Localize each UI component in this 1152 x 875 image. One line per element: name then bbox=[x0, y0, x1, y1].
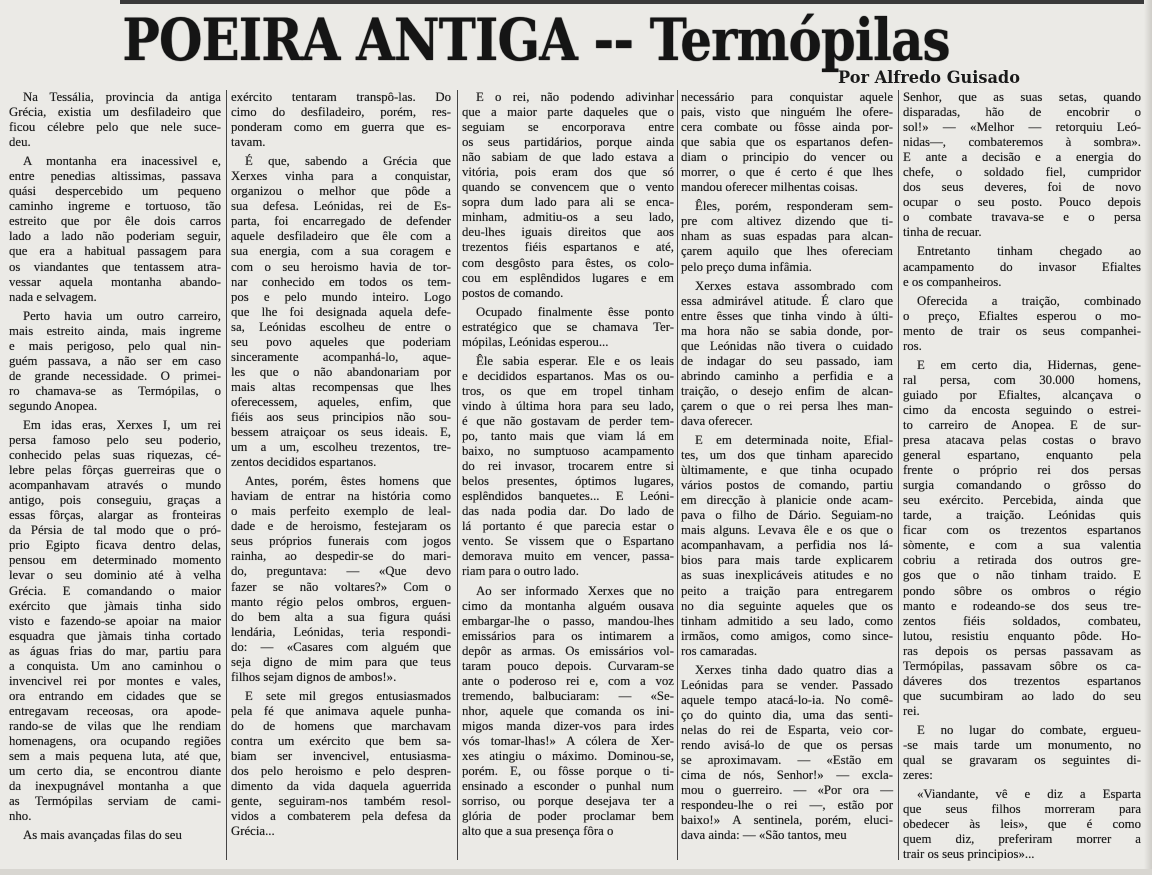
paragraph bbox=[9, 309, 221, 414]
text-line: lá portanto é que parecia estar o bbox=[462, 519, 674, 534]
text-line: dade e de heroismo, festejaram os bbox=[231, 519, 451, 534]
article-column-2 bbox=[231, 90, 451, 843]
text-line: essas fôrças, alargar as fronteiras bbox=[9, 508, 221, 523]
text-line: do rei invasor, trocarem entre si bbox=[462, 459, 674, 474]
text-line: estreito que por êle dois carros bbox=[9, 214, 221, 229]
text-line: Grécia. E comandando o maior bbox=[9, 583, 221, 598]
paragraph bbox=[681, 199, 893, 274]
text-line: dos seus deveres, foi de novo bbox=[903, 180, 1141, 195]
text-line: haviam de entrar na história como bbox=[231, 489, 451, 504]
text-line: tarde, a traição. Leónidas quis bbox=[903, 508, 1141, 523]
text-line: depôr as armas. Os emissários vol- bbox=[462, 643, 674, 658]
text-line: nada e selvagem. bbox=[9, 289, 97, 304]
paragraph bbox=[231, 90, 451, 150]
text-line: çarem aquilo que lhes ofereciam bbox=[681, 244, 893, 259]
text-line: disparadas, hão de encobrir o bbox=[903, 105, 1141, 120]
text-line: emissários para os intimarem a bbox=[462, 628, 674, 643]
text-line: que era a habitual passagem para bbox=[9, 244, 221, 259]
text-line: seus próprios funerais com jogos bbox=[231, 534, 451, 549]
text-line: biam ser invencivel, entusiasma- bbox=[231, 749, 451, 764]
text-line: entre penedias altissimas, passava bbox=[9, 169, 221, 184]
text-line: sorriso, ou porque desejava ter a bbox=[462, 794, 674, 809]
text-line: Em idas eras, Xerxes I, um rei bbox=[23, 417, 221, 432]
text-line: o preço, Efialtes esperou o mo- bbox=[903, 308, 1141, 323]
text-line: mou o guerreiro. — «Por ora — bbox=[681, 783, 893, 798]
text-line: que sucumbiram ao lado do seu bbox=[903, 688, 1141, 703]
page-edge-shadow bbox=[1144, 0, 1152, 875]
text-line: das nada podia dar. Do lado de bbox=[462, 504, 674, 519]
text-line: acompanhavam através o mundo bbox=[9, 478, 221, 493]
text-line: sinceramente acompanhá-lo, aque- bbox=[231, 349, 451, 364]
text-line: mais alguns. Levava êle e os que o bbox=[681, 523, 893, 538]
text-line: da inexpugnável montanha a que bbox=[9, 779, 221, 794]
text-line: fazer se não voltares?» Com o bbox=[231, 579, 451, 594]
text-line: quem diz, preferiram morrer a bbox=[903, 832, 1141, 847]
text-line: nidas—, combateremos à sombra». bbox=[903, 135, 1141, 150]
paragraph bbox=[231, 689, 451, 839]
column-rule bbox=[226, 90, 227, 860]
text-line: exército que jàmais tinha sido bbox=[9, 598, 221, 613]
text-line: dimento da vida daquela aguerrida bbox=[231, 779, 451, 794]
text-line: Ocupado finalmente êsse ponto bbox=[476, 304, 674, 319]
text-line: dava oferecer. bbox=[681, 413, 753, 428]
text-line: A montanha era inacessivel e, bbox=[23, 154, 221, 169]
headline-text: POEIRA ANTIGA -- Termópilas bbox=[122, 6, 950, 74]
text-line: Entretanto tinham chegado ao bbox=[917, 244, 1141, 259]
text-line: rando-se de vilas que lhe rendiam bbox=[9, 718, 221, 733]
paragraph bbox=[462, 305, 674, 350]
text-line: Êle sabia esperar. Ele e os leais bbox=[476, 353, 674, 368]
text-line: -se mais tarde um monumento, no bbox=[903, 737, 1141, 752]
text-line: os seus partidários, porque ainda bbox=[462, 135, 674, 150]
text-line: acompanhavam, a perfidia nos lá- bbox=[681, 538, 893, 553]
text-line: vários postos de comando, partiu bbox=[681, 478, 893, 493]
text-line: e os companheiros. bbox=[903, 274, 1002, 289]
text-line: vessar aquela montanha abando- bbox=[9, 274, 221, 289]
text-line: lendária, Leónidas, teria respondi- bbox=[231, 624, 451, 639]
text-line: o combate travava-se e o persa bbox=[903, 210, 1141, 225]
text-line: Leónidas para se vender. Passado bbox=[681, 677, 893, 692]
text-line: dava ainda: — «São tantos, meu bbox=[681, 828, 847, 843]
text-line: pre com altivez dizendo que ti- bbox=[681, 214, 893, 229]
text-line: as águas frias do mar, partiu para bbox=[9, 643, 221, 658]
text-line: dáveres dos trezentos espartanos bbox=[903, 673, 1141, 688]
text-line: alto que a sua presença fôra o bbox=[462, 824, 614, 839]
text-line: exército tentaram transpô-las. Do bbox=[231, 90, 451, 104]
text-line: rainha, ao despedir-se do mari- bbox=[231, 549, 451, 564]
text-line: Oferecida a traição, combinado bbox=[917, 293, 1141, 308]
text-line: cou em esplêndidos lugares e em bbox=[462, 270, 674, 285]
text-line: estratégico que se chamava Ter- bbox=[462, 319, 674, 334]
text-line: entregavam receosas, ora apode- bbox=[9, 703, 221, 718]
text-line: do: — «Casares com alguém que bbox=[231, 639, 451, 654]
text-line: cimo da montanha alguém ousava bbox=[462, 598, 674, 613]
text-line: quando se convencem que o vento bbox=[462, 180, 674, 195]
text-line: traição, o desejo enfim de alcan- bbox=[681, 383, 893, 398]
paragraph bbox=[681, 279, 893, 429]
text-line: cima de nós, Senhor!» — excla- bbox=[681, 768, 893, 783]
text-line: tinham admitido a seu lado, como bbox=[681, 613, 893, 628]
text-line: a conquista. Um ano caminhou o bbox=[9, 658, 221, 673]
paragraph bbox=[462, 584, 674, 840]
text-line: Na Tessália, provincia da antiga bbox=[23, 90, 221, 104]
text-line: sa, Leónidas escolheu de entre o bbox=[231, 319, 451, 334]
text-line: essa admirável atitude. É claro que bbox=[681, 293, 893, 308]
text-line: trezentos fiéis espartanos e até, bbox=[462, 240, 674, 255]
text-line: manto e rodeando-se dos seus tre- bbox=[903, 598, 1141, 613]
text-line: tes, um dos que tinham aparecido bbox=[681, 448, 893, 463]
text-line: nhor, aquele que comanda os ini- bbox=[462, 703, 674, 718]
text-line: taram pouco depois. Curvaram-se bbox=[462, 658, 674, 673]
text-line: levar o seu dominio até à velha bbox=[9, 568, 221, 583]
text-line: não sabiam de que lado estava a bbox=[462, 150, 674, 165]
text-line: que Leónidas não tivera o cuidado bbox=[681, 338, 893, 353]
text-line: nham as suas espadas para alcan- bbox=[681, 229, 893, 244]
text-line: obedecer às leis», que é como bbox=[903, 817, 1141, 832]
text-line: dos pelo heroismo e pelo despren- bbox=[231, 764, 451, 779]
paragraph bbox=[462, 354, 674, 580]
paragraph bbox=[9, 418, 221, 824]
text-line: chefe, o soldado fiel, cumpridor bbox=[903, 165, 1141, 180]
article-column-3 bbox=[462, 90, 674, 843]
text-line: com o seu heroismo havia de tor- bbox=[231, 259, 451, 274]
text-line: do bem alta a sua figura quási bbox=[231, 609, 451, 624]
column-rule bbox=[457, 90, 458, 860]
top-rule bbox=[120, 0, 1152, 4]
text-line: seu povo aqueles que poderiam bbox=[231, 334, 451, 349]
paragraph bbox=[9, 828, 221, 843]
text-line: que seus filhos morreram para bbox=[903, 802, 1141, 817]
text-line: bios para mais tarde explicarem bbox=[681, 553, 893, 568]
text-line: entre êsses que tinha vindo à últi- bbox=[681, 308, 893, 323]
text-line: mópilas, Leónidas esperou... bbox=[462, 334, 609, 349]
column-rule bbox=[677, 90, 678, 860]
text-line: de indagar do seu passado, iam bbox=[681, 353, 893, 368]
text-line: ùltimamente, e que tinha ocupado bbox=[681, 463, 893, 478]
text-line: minham, admitiu-os a seu lado, bbox=[462, 210, 674, 225]
text-line: Perto havia um outro carreiro, bbox=[23, 308, 221, 323]
text-line: pos e pelo mundo inteiro. Logo bbox=[231, 289, 451, 304]
text-line: Termópilas, passavam sôbre os ca- bbox=[903, 658, 1141, 673]
text-line: postos de comando. bbox=[462, 285, 564, 300]
text-line: no dia seguinte aqueles que os bbox=[681, 598, 893, 613]
text-line: bessem atraiçoar os seus ideais. E, bbox=[231, 425, 451, 440]
text-line: segundo Anopea. bbox=[9, 398, 98, 413]
paragraph bbox=[681, 433, 893, 659]
text-line: migos manda dizer-vos para irdes bbox=[462, 718, 674, 733]
text-line: Grécia... bbox=[231, 824, 275, 839]
text-line: pelo preço duma infâmia. bbox=[681, 259, 812, 274]
text-line: nho. bbox=[9, 809, 32, 824]
text-line: o mais perfeito exemplo de leal- bbox=[231, 504, 451, 519]
text-line: Senhor, que as suas setas, quando bbox=[903, 90, 1141, 104]
text-line: fiéis aos seus principios não sou- bbox=[231, 409, 451, 424]
text-line: esquadra que jàmais tinha cortado bbox=[9, 628, 221, 643]
text-line: ço do quinto dia, uma das senti- bbox=[681, 707, 893, 722]
text-line: «Viandante, vê e diz a Esparta bbox=[917, 787, 1141, 802]
text-line: E no lugar do combate, ergueu- bbox=[917, 722, 1141, 737]
text-line: pava o filho de Dário. Seguiam-no bbox=[681, 508, 893, 523]
text-line: po, tanto mais que viam lá em bbox=[462, 429, 674, 444]
text-line: demorava muito em vencer, passa- bbox=[462, 549, 674, 564]
text-line: pondo sôbre os ombros o régio bbox=[903, 583, 1141, 598]
text-line: vindo à última hora para seu lado, bbox=[462, 398, 674, 413]
text-line: zentos decididos espartanos. bbox=[231, 455, 377, 470]
text-line: organizou o melhor que pôde a bbox=[231, 184, 451, 199]
text-line: vós tomar-lhas!» A cólera de Xer- bbox=[462, 733, 674, 748]
text-line: os viandantes que tentassem atra- bbox=[9, 259, 221, 274]
text-line: homenagens, ora ocupando regiões bbox=[9, 733, 221, 748]
text-line: deu-lhes iguais direitos que aos bbox=[462, 225, 674, 240]
text-line: mais altas recompensas que lhes bbox=[231, 379, 451, 394]
text-line: tavam. bbox=[231, 135, 266, 150]
text-line: da Pérsia de tal modo que o pró- bbox=[9, 523, 221, 538]
text-line: sopra dum lado para ali se enca- bbox=[462, 195, 674, 210]
text-line: e decididos espartanos. Mas os ou- bbox=[462, 368, 674, 383]
text-line: irmãos, como amigos, como since- bbox=[681, 628, 893, 643]
text-line: cimo do desfiladeiro, porém, res- bbox=[231, 105, 451, 120]
text-line: tros, os que em tropel tinham bbox=[462, 383, 674, 398]
text-line: ante o poderoso rei e, com a voz bbox=[462, 673, 674, 688]
text-line: antigo, pois conseguiu, graças a bbox=[9, 493, 221, 508]
text-line: baixo, no sumptuoso acampamento bbox=[462, 444, 674, 459]
text-line: e mais perigoso, pelo qual nin- bbox=[9, 338, 221, 353]
text-line: sua energia, com a sua coragem e bbox=[231, 244, 451, 259]
text-line: ro chamava-se as Termópilas, o bbox=[9, 383, 221, 398]
text-line: çarem o que o rei persa lhes man- bbox=[681, 398, 893, 413]
text-line: pela fé que animava aquele punha- bbox=[231, 703, 451, 718]
text-line: Xerxes estava assombrado com bbox=[695, 278, 893, 293]
article-column-5 bbox=[903, 90, 1141, 866]
text-line: mandou oferecer milhentas coisas. bbox=[681, 180, 858, 195]
text-line: filhos sejam dignos de ambos!». bbox=[231, 669, 397, 684]
paragraph bbox=[903, 90, 1141, 240]
article-column-4 bbox=[681, 90, 893, 847]
text-line: É que, sabendo a Grécia que bbox=[245, 154, 451, 169]
text-line: ficar com os trezentos espartanos bbox=[903, 523, 1141, 538]
byline: Por Alfredo Guisado bbox=[838, 68, 1020, 88]
text-line: tinha de recuar. bbox=[903, 225, 982, 240]
text-line: frente o próprio rei dos persas bbox=[903, 463, 1141, 478]
text-line: E o rei, não podendo adivinhar bbox=[476, 90, 674, 104]
text-line: mais estreito ainda, mais ingreme bbox=[9, 323, 221, 338]
text-line: abrindo caminho a perfidia e a bbox=[681, 368, 893, 383]
text-line: glória de poder proclamar bem bbox=[462, 809, 674, 824]
text-line: caminho ingreme e tortuoso, tão bbox=[9, 199, 221, 214]
text-line: to carreiro de Anopea. E de sur- bbox=[903, 417, 1141, 432]
text-line: mento de trair os seus companhei- bbox=[903, 323, 1141, 338]
text-line: pais, visto que ninguém lhe ofere- bbox=[681, 105, 893, 120]
paragraph bbox=[903, 358, 1141, 719]
text-line: parta, foi encarregado de defender bbox=[231, 214, 451, 229]
text-line: Ao ser informado Xerxes que no bbox=[476, 583, 674, 598]
paragraph bbox=[903, 723, 1141, 783]
text-line: sòmente, e com a sua valentia bbox=[903, 538, 1141, 553]
column-rule bbox=[898, 90, 899, 860]
text-line: com desgôsto para êstes, os colo- bbox=[462, 255, 674, 270]
paragraph bbox=[231, 474, 451, 685]
text-line: quási despercebido um pequeno bbox=[9, 184, 221, 199]
text-line: um a um, escolheu trezentos, tre- bbox=[231, 440, 451, 455]
headline bbox=[0, 6, 1152, 76]
text-line: ponderam como em guerra que es- bbox=[231, 120, 451, 135]
text-line: que a maior parte daqueles que o bbox=[462, 105, 674, 120]
text-line: tremendo, balbuciaram: — «Se- bbox=[462, 688, 674, 703]
text-line: qual se gravaram os seguintes di- bbox=[903, 753, 1141, 768]
text-line: do de homens que marchavam bbox=[231, 718, 451, 733]
text-line: aquele tempo atacá-lo-ia. No comê- bbox=[681, 692, 893, 707]
text-line: respondeu-lhe o rei —, estão por bbox=[681, 798, 893, 813]
text-line: surgia comandando o grôsso do bbox=[903, 478, 1141, 493]
text-line: guiado por Efialtes, alcançava o bbox=[903, 387, 1141, 402]
text-line: do, preguntava: — «Que devo bbox=[231, 564, 451, 579]
text-line: general espartano, enquanto pela bbox=[903, 448, 1141, 463]
text-line: sol!» — «Melhor — retorquiu Leó- bbox=[903, 120, 1141, 135]
text-line: presa atacava pelas costas o bravo bbox=[903, 433, 1141, 448]
text-line: Xerxes tinha dado quatro dias a bbox=[695, 662, 893, 677]
text-line: ensinado a esconder o punhal num bbox=[462, 779, 674, 794]
text-line: pensou em determinado momento bbox=[9, 553, 221, 568]
paragraph bbox=[903, 294, 1141, 354]
text-line: um certo dia, se encontrou diante bbox=[9, 764, 221, 779]
text-line: invencivel rei por montes e vales, bbox=[9, 673, 221, 688]
text-line: cobriu a retirada dos outros gre- bbox=[903, 553, 1141, 568]
text-line: de grande necessidade. O primei- bbox=[9, 368, 221, 383]
text-line: sem a mais pequena luta, até que, bbox=[9, 749, 221, 764]
text-line: rei. bbox=[903, 703, 920, 718]
text-line: Êles, porém, responderam sem- bbox=[695, 199, 893, 214]
text-line: ral persa, com 30.000 homens, bbox=[903, 372, 1141, 387]
text-line: cimo da encosta seguindo o estrei- bbox=[903, 402, 1141, 417]
text-line: baixo!» A sentinela, porém, eluci- bbox=[681, 813, 893, 828]
text-line: E em determinada noite, Efial- bbox=[695, 433, 893, 448]
text-line: seja digno de mim para que teus bbox=[231, 654, 451, 669]
text-line: nelas do rei de Esparta, veio cor- bbox=[681, 722, 893, 737]
text-line: ros. bbox=[903, 338, 922, 353]
text-line: ros camaradas. bbox=[681, 643, 758, 658]
text-line: rendo avisá-lo de que os persas bbox=[681, 737, 893, 752]
text-line: ras depois os persas passavam as bbox=[903, 643, 1141, 658]
text-line: aquele desfiladeiro que êle com a bbox=[231, 229, 451, 244]
text-line: embargar-lhe o passo, mandou-lhes bbox=[462, 613, 674, 628]
text-line: as suas inexplicáveis atitudes e no bbox=[681, 568, 893, 583]
text-line: que lhe foi designada aquela defe- bbox=[231, 304, 451, 319]
text-line: sua defesa. Leónidas, rei de Es- bbox=[231, 199, 451, 214]
text-line: se aproximavam. — «Estão em bbox=[681, 753, 893, 768]
text-line: prio Egipto ficava dentro delas, bbox=[9, 538, 221, 553]
text-line: vidos a combaterem pela defesa da bbox=[231, 809, 451, 824]
page-bottom-edge bbox=[0, 869, 1152, 875]
text-line: visto e fazendo-se apoiar na maior bbox=[9, 613, 221, 628]
text-line: As mais avançadas filas do seu bbox=[23, 828, 182, 843]
text-line: é que não gostavam de perder tem- bbox=[462, 413, 674, 428]
text-line: nar conhecido em todos os tem- bbox=[231, 274, 451, 289]
article-column-1 bbox=[9, 90, 221, 847]
text-line: vitória, pois eram dos que só bbox=[462, 165, 674, 180]
text-line: diam o principio do vencer ou bbox=[681, 150, 893, 165]
text-line: lebre pelas fôrças guerreiras que o bbox=[9, 463, 221, 478]
text-line: conhecido pelas suas riquezas, cé- bbox=[9, 448, 221, 463]
text-line: em direcção à planicie onde acam- bbox=[681, 493, 893, 508]
text-line: cera combate ou fôsse ainda por- bbox=[681, 120, 893, 135]
text-line: que sabia que os espartanos defen- bbox=[681, 135, 893, 150]
text-line: zeres: bbox=[903, 768, 933, 783]
text-line: ficou célebre pelo que nele suce- bbox=[9, 120, 221, 135]
text-line: necessário para conquistar aquele bbox=[681, 90, 893, 104]
text-line: porém. E, ou fôsse porque o ti- bbox=[462, 764, 674, 779]
text-line: Xerxes vinha para a conquistar, bbox=[231, 169, 451, 184]
text-line: E sete mil gregos entusiasmados bbox=[245, 688, 451, 703]
text-line: vento. Se vissem que o Espartano bbox=[462, 534, 674, 549]
text-line: seguiam se encorporava entre bbox=[462, 120, 674, 135]
text-line: ocupar o seu posto. Pouco depois bbox=[903, 195, 1141, 210]
paragraph bbox=[903, 787, 1141, 862]
paragraph bbox=[681, 663, 893, 844]
paragraph bbox=[903, 244, 1141, 289]
text-line: acampamento do invasor Efialtes bbox=[903, 259, 1141, 274]
text-line: oferecessem, aqueles, enfim, que bbox=[231, 394, 451, 409]
text-line: as Termópilas serviam de cami- bbox=[9, 794, 221, 809]
text-line: lado a lado não poderiam seguir, bbox=[9, 229, 221, 244]
text-line: manto régio pelos ombros, erguen- bbox=[231, 594, 451, 609]
paragraph bbox=[231, 154, 451, 470]
text-line: zentos fiéis soldados, combateu, bbox=[903, 613, 1141, 628]
paragraph bbox=[9, 90, 221, 150]
text-line: peito a traição para entregarem bbox=[681, 583, 893, 598]
text-line: persa famoso pelo seu poderio, bbox=[9, 433, 221, 448]
text-line: guém passava, a não ser em caso bbox=[9, 353, 221, 368]
text-line: seu exército. Percebida, ainda que bbox=[903, 493, 1141, 508]
text-line: esplêndidos banquetes... E Leóni- bbox=[462, 489, 674, 504]
text-line: lutou, resistiu enquanto pôde. Ho- bbox=[903, 628, 1141, 643]
text-line: gente, seguiram-nos também resol- bbox=[231, 794, 451, 809]
text-line: xes atingiu o máximo. Dominou-se, bbox=[462, 749, 674, 764]
text-line: belos presentes, óptimos lugares, bbox=[462, 474, 674, 489]
text-line: riam para o outro lado. bbox=[462, 564, 579, 579]
text-line: E ante a decisão e a energia do bbox=[903, 150, 1141, 165]
text-line: contra um exército que bem sa- bbox=[231, 733, 451, 748]
text-line: ma hora não se sabia donde, por- bbox=[681, 323, 893, 338]
text-line: les que o não abandonariam por bbox=[231, 364, 451, 379]
text-line: Antes, porém, êstes homens que bbox=[245, 474, 451, 489]
paragraph bbox=[9, 154, 221, 304]
text-line: deu. bbox=[9, 135, 31, 150]
text-line: trair os seus principios»... bbox=[903, 847, 1035, 862]
text-line: Grécia, existia um desfiladeiro que bbox=[9, 105, 221, 120]
text-line: E em certo dia, Hidernas, gene- bbox=[917, 357, 1141, 372]
paragraph bbox=[462, 90, 674, 301]
paragraph bbox=[681, 90, 893, 195]
text-line: gos que o não tinham traido. E bbox=[903, 568, 1141, 583]
text-line: morrer, o que é certo é que lhes bbox=[681, 165, 893, 180]
text-line: ora entrando em cidades que se bbox=[9, 688, 221, 703]
